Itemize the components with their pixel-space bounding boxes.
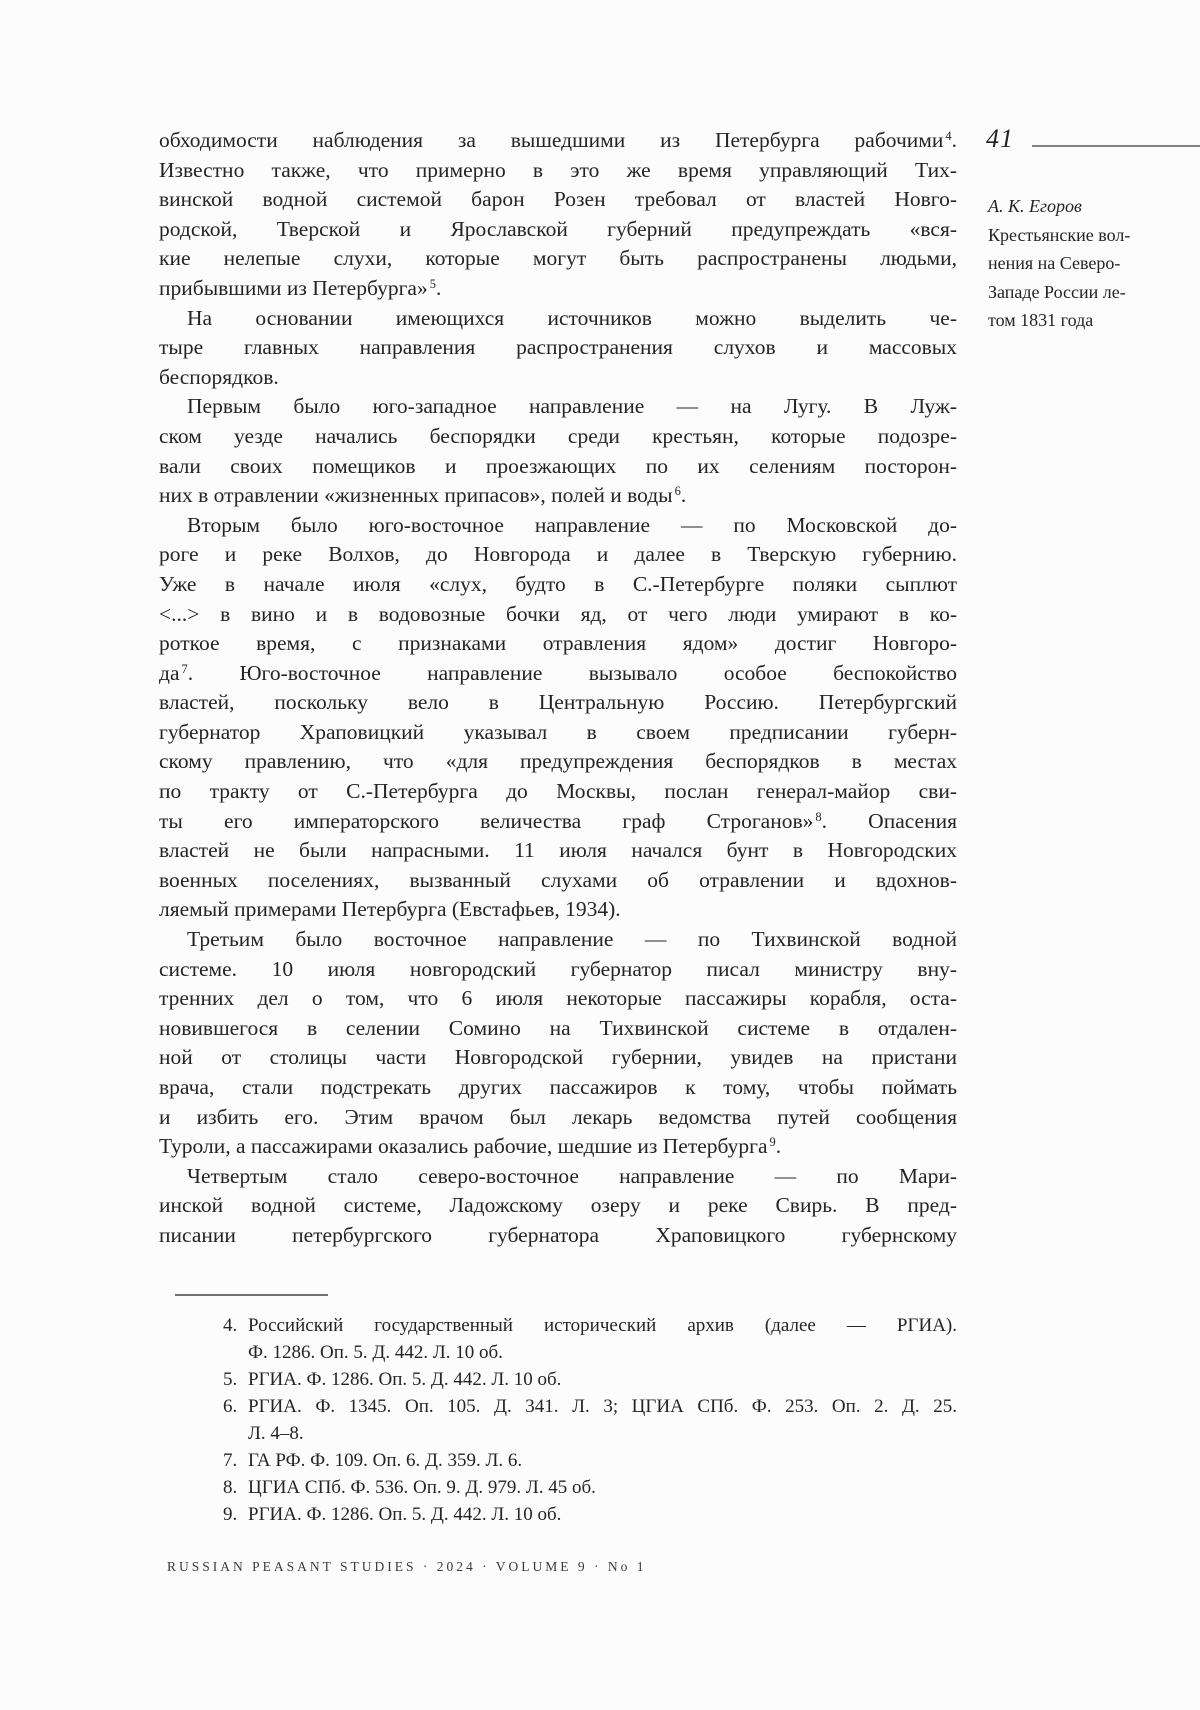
text-line: обходимости наблюдения за вышедшими из Петербурга рабочими $^4$. bbox=[159, 128, 957, 152]
text-line: ском уезде начались беспорядки среди крестьян, которые подозре- bbox=[159, 423, 957, 448]
footnote-ref: 6 bbox=[674, 484, 681, 499]
paragraph bbox=[159, 1162, 957, 1251]
text-line: инской водной системе, Ладожскому озеру и реке Свирь. В пред- bbox=[159, 1193, 957, 1218]
text-line: Третьим было восточное направление — по Тихвинской водной bbox=[187, 927, 957, 952]
text-line: вали своих помещиков и проезжающих по их селениям посторон- bbox=[159, 453, 957, 478]
text-line: тыре главных направления распространения слухов и массовых bbox=[159, 335, 957, 360]
footnote-number: 8. bbox=[223, 1477, 238, 1498]
text-line: кие нелепые слухи, которые могут быть распространены людьми, bbox=[159, 246, 957, 271]
text-line: беспорядков. bbox=[159, 364, 279, 389]
text-line: роткое время, с признаками отравления ядом» достиг Новгоро- bbox=[159, 631, 957, 656]
text-line: ной от столицы части Новгородской губернии, увидев на пристани bbox=[159, 1045, 957, 1070]
footnote-ref: 4 bbox=[945, 129, 952, 144]
text-line: Вторым было юго-восточное направление — по Московской до- bbox=[187, 512, 957, 537]
text-line: них в отравлении «жизненных припасов», полей и воды $^6$. bbox=[159, 483, 687, 508]
margin-note bbox=[988, 192, 1138, 335]
text-line: врача, стали подстрекать других пассажиров к тому, чтобы поймать bbox=[159, 1075, 957, 1099]
text-line: и избить его. Этим врачом был лекарь ведомства путей сообщения bbox=[159, 1104, 957, 1129]
footnote-rule bbox=[175, 1294, 328, 1296]
margin-author: А. К. Егоров bbox=[988, 196, 1082, 216]
paragraph bbox=[159, 511, 957, 925]
footnote-ref: 5 bbox=[429, 277, 436, 292]
footnote-item bbox=[159, 1501, 957, 1528]
footnote-line: Л. 4–8. bbox=[248, 1423, 304, 1444]
text-line: скому правлению, что «для предупреждения беспорядков в местах bbox=[159, 749, 957, 774]
footnote-line: ЦГИА СПб. Ф. 536. Оп. 9. Д. 979. Л. 45 об. bbox=[248, 1477, 596, 1498]
text-line: Четвертым стало северо-восточное направление — по Мари- bbox=[187, 1163, 957, 1188]
footnote-item bbox=[159, 1366, 957, 1393]
page-number: 41 bbox=[986, 124, 1014, 153]
paragraph bbox=[159, 304, 957, 393]
text-line: ляемый примерами Петербурга (Евстафьев, 1934). bbox=[159, 897, 621, 922]
text-line: Туроли, а пассажирами оказались рабочие, шедшие из Петербурга $^9$. bbox=[159, 1134, 782, 1159]
footnote-ref: 9 bbox=[769, 1135, 776, 1150]
text-line: Уже в начале июля «слух, будто в С.-Петербурге поляки сыплют bbox=[159, 571, 957, 596]
text-line: прибывшими из Петербурга» $^5$. bbox=[159, 275, 442, 300]
footnote-item bbox=[159, 1447, 957, 1474]
footnotes bbox=[159, 1312, 957, 1528]
footnote-item bbox=[159, 1393, 957, 1447]
footer-text: RUSSIAN PEASANT STUDIES · 2024 · VOLUME 9 · No 1 bbox=[167, 1559, 647, 1574]
footnote-number: 4. bbox=[223, 1315, 238, 1336]
text-line: роге и реке Волхов, до Новгорода и далее в Тверскую губернию. bbox=[159, 542, 957, 567]
footnote-line: РГИА. Ф. 1286. Оп. 5. Д. 442. Л. 10 об. bbox=[248, 1369, 562, 1390]
paragraph bbox=[159, 925, 957, 1162]
text-line: родской, Тверской и Ярославской губерний предупреждать «вся- bbox=[159, 216, 957, 241]
footnote-ref: 7 bbox=[181, 661, 188, 676]
footnote-number: 9. bbox=[223, 1504, 238, 1525]
footnote-line: Российский государственный исторический архив (далее — РГИА). bbox=[248, 1315, 957, 1336]
paragraph bbox=[159, 392, 957, 510]
text-line: по тракту от С.-Петербурга до Москвы, послан генерал-майор сви- bbox=[159, 779, 957, 804]
margin-article-title: Крестьянские вол- нения на Северо- Западе России ле- том 1831 года bbox=[988, 224, 1131, 331]
paragraph bbox=[159, 126, 957, 304]
footnote-ref: 8 bbox=[815, 809, 822, 824]
footnote-number: 7. bbox=[223, 1450, 238, 1471]
text-line: да $^7$. Юго-восточное направление вызывало особое беспокойство bbox=[159, 660, 957, 685]
text-line: властей не были напрасными. 11 июля начался бунт в Новгородских bbox=[159, 838, 957, 863]
header-rule bbox=[1032, 145, 1200, 147]
text-line: губернатор Храповицкий указывал в своем предписании губерн- bbox=[159, 719, 957, 744]
text-line: тренних дел о том, что 6 июля некоторые пассажиры корабля, оста- bbox=[159, 986, 957, 1011]
footnote-item bbox=[159, 1474, 957, 1501]
footnote-number: 6. bbox=[223, 1396, 238, 1417]
footnote-line: РГИА. Ф. 1345. Оп. 105. Д. 341. Л. 3; ЦГИА СПб. Ф. 253. Оп. 2. Д. 25. bbox=[248, 1396, 957, 1417]
footnote-item bbox=[159, 1312, 957, 1366]
text-line: На основании имеющихся источников можно выделить че- bbox=[187, 305, 957, 330]
text-line: винской водной системой барон Розен требовал от властей Новго- bbox=[159, 187, 957, 212]
footnote-line: ГА РФ. Ф. 109. Оп. 6. Д. 359. Л. 6. bbox=[248, 1450, 523, 1471]
text-line: Известно также, что примерно в это же время управляющий Тих- bbox=[159, 157, 957, 182]
text-line: новившегося в селении Сомино на Тихвинской системе в отдален- bbox=[159, 1015, 957, 1040]
text-line: ты его императорского величества граф Строганов» $^8$. Опасения bbox=[159, 808, 957, 833]
text-line: писании петербургского губернатора Храповицкого губернскому bbox=[159, 1222, 957, 1247]
footnote-line: РГИА. Ф. 1286. Оп. 5. Д. 442. Л. 10 об. bbox=[248, 1504, 562, 1525]
text-line: Первым было юго-западное направление — на Лугу. В Луж- bbox=[187, 394, 957, 419]
text-line: военных поселениях, вызванный слухами об отравлении и вдохнов- bbox=[159, 867, 957, 892]
footnote-line: Ф. 1286. Оп. 5. Д. 442. Л. 10 об. bbox=[248, 1342, 503, 1363]
footnote-number: 5. bbox=[223, 1369, 238, 1390]
text-line: <...> в вино и в водовозные бочки яд, от чего люди умирают в ко- bbox=[159, 601, 957, 626]
text-line: властей, поскольку вело в Центральную Россию. Петербургский bbox=[159, 690, 957, 715]
text-line: системе. 10 июля новгородский губернатор писал министру вну- bbox=[159, 956, 957, 981]
body-text bbox=[159, 126, 957, 1251]
